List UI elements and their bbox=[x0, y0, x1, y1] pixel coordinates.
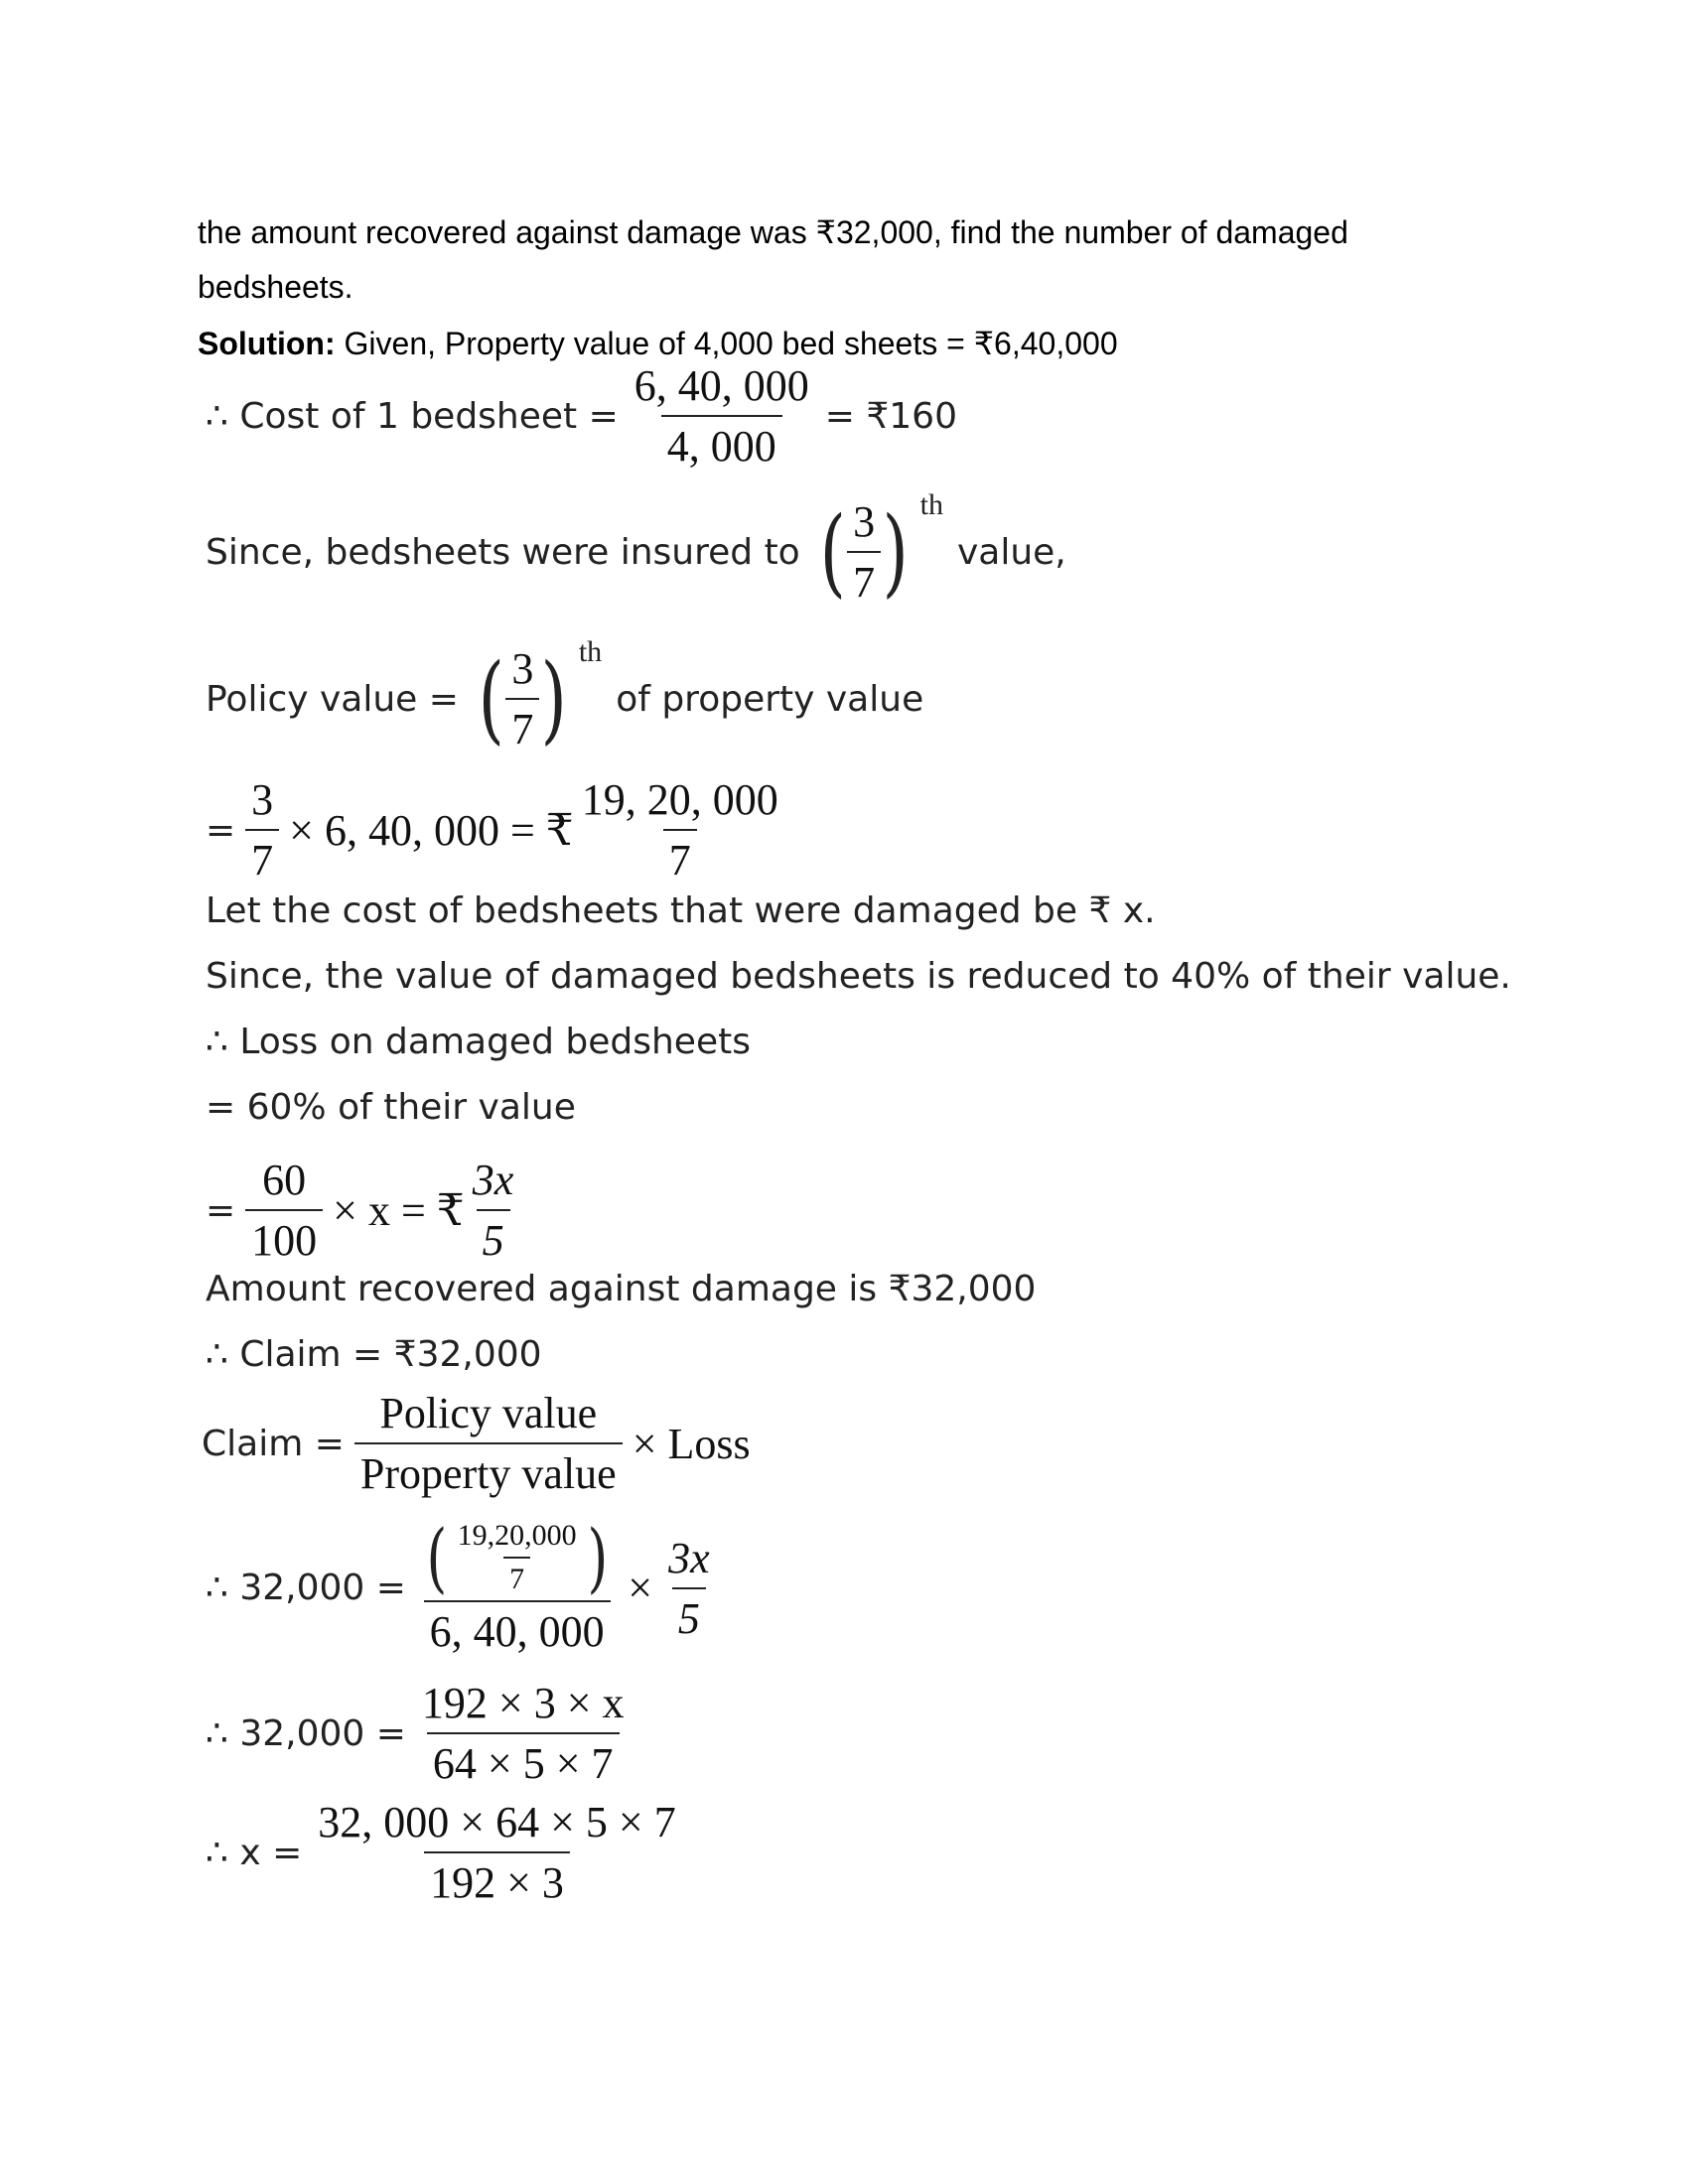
denominator: 5 bbox=[672, 1587, 706, 1644]
policy-lead: Policy value = bbox=[206, 678, 459, 720]
loss-calculation bbox=[206, 1155, 529, 1266]
solution-given: Given, Property value of 4,000 bed sheets = ₹6,40,000 bbox=[335, 326, 1118, 361]
numerator: 3 bbox=[251, 775, 274, 824]
equation-3 bbox=[206, 1797, 692, 1908]
reduced-line: Since, the value of damaged bedsheets is reduced to 40% of their value. bbox=[206, 956, 1511, 997]
denominator: 64 × 5 × 7 bbox=[427, 1732, 620, 1789]
denominator: 192 × 3 bbox=[424, 1851, 570, 1908]
eq1-lead: ∴ 32,000 = bbox=[206, 1568, 406, 1608]
eq3-lead: ∴ x = bbox=[206, 1832, 303, 1873]
numerator: 19, 20, 000 bbox=[581, 775, 778, 824]
equation-2 bbox=[206, 1678, 640, 1789]
eq2-lead: ∴ 32,000 = bbox=[206, 1712, 406, 1754]
policy-fraction bbox=[505, 643, 539, 754]
solution-label: Solution: bbox=[198, 326, 336, 361]
insured-superscript: th bbox=[919, 488, 943, 521]
policy-tail: of property value bbox=[616, 678, 924, 720]
denominator: 7 bbox=[663, 829, 697, 886]
denominator: 100 bbox=[245, 1209, 323, 1266]
claim-equals-line: ∴ Claim = ₹32,000 bbox=[206, 1334, 542, 1375]
loss-calc-fraction-2 bbox=[467, 1155, 520, 1266]
numerator: Policy value bbox=[379, 1389, 598, 1437]
claim-formula-fraction bbox=[354, 1388, 623, 1499]
eq2-fraction bbox=[416, 1678, 631, 1789]
claim-formula bbox=[202, 1388, 751, 1499]
recovered-line: Amount recovered against damage is ₹32,000 bbox=[206, 1269, 1037, 1309]
claim-formula-tail: × Loss bbox=[632, 1419, 751, 1468]
insured-numerator: 3 bbox=[853, 497, 876, 546]
cost-fraction bbox=[629, 360, 815, 472]
eq1-numerator bbox=[416, 1513, 618, 1601]
numerator: 60 bbox=[262, 1156, 307, 1204]
intro-line-2: bedsheets. bbox=[198, 269, 353, 305]
right-paren: ) bbox=[882, 496, 910, 608]
insured-fraction bbox=[847, 496, 881, 608]
cost-result: = ₹160 bbox=[824, 395, 957, 437]
numerator: 192 × 3 × x bbox=[421, 1679, 625, 1727]
insured-denominator: 7 bbox=[847, 551, 881, 608]
loss-line: ∴ Loss on damaged bedsheets bbox=[206, 1022, 751, 1062]
policy-numerator: 3 bbox=[511, 644, 534, 693]
claim-formula-lead: Claim = bbox=[202, 1423, 345, 1464]
policy-denominator: 7 bbox=[505, 698, 539, 754]
cost-lead: ∴ Cost of 1 bedsheet = bbox=[206, 395, 619, 437]
numerator: 32, 000 × 64 × 5 × 7 bbox=[318, 1798, 676, 1846]
policy-calc-fraction-1 bbox=[245, 774, 279, 886]
loss-calc-lead: = bbox=[206, 1189, 236, 1231]
denominator: 5 bbox=[477, 1209, 510, 1266]
insured-tail: value, bbox=[956, 531, 1066, 573]
eq3-fraction bbox=[312, 1797, 681, 1908]
numerator: 3x bbox=[472, 1156, 514, 1204]
insured-line bbox=[206, 488, 1066, 608]
policy-calc-fraction-2 bbox=[576, 774, 784, 886]
equation-1 bbox=[206, 1513, 726, 1657]
policy-calc-lead: = bbox=[206, 809, 236, 851]
cost-denominator: 4, 000 bbox=[661, 415, 782, 472]
insured-lead: Since, bedsheets were insured to bbox=[206, 531, 800, 573]
eq1-fraction bbox=[416, 1513, 618, 1657]
denominator: 7 bbox=[245, 829, 279, 886]
intro-line-1: the amount recovered against damage was ₹32,000, find the number of damaged bbox=[198, 214, 1348, 250]
numerator: 3x bbox=[668, 1533, 710, 1582]
cost-per-bedsheet bbox=[206, 360, 957, 472]
loss-calc-fraction-1 bbox=[245, 1155, 323, 1266]
eq1-times: × bbox=[628, 1564, 653, 1612]
denominator: 7 bbox=[503, 1557, 530, 1596]
loss-calc-middle: × x = ₹ bbox=[333, 1185, 465, 1235]
eq1-denominator: 6, 40, 000 bbox=[424, 1600, 611, 1657]
right-paren: ) bbox=[541, 643, 568, 754]
policy-calc-middle: × 6, 40, 000 = ₹ bbox=[289, 805, 574, 855]
left-paren: ( bbox=[478, 643, 504, 754]
numerator: 19,20,000 bbox=[457, 1519, 577, 1552]
cost-numerator: 6, 40, 000 bbox=[633, 361, 809, 410]
eq1-fraction-2 bbox=[662, 1533, 716, 1644]
policy-line bbox=[206, 635, 924, 754]
right-paren: ) bbox=[587, 1513, 608, 1601]
solution-heading bbox=[198, 325, 1118, 362]
policy-calculation bbox=[206, 774, 794, 886]
loss-percent-line: = 60% of their value bbox=[206, 1087, 576, 1128]
denominator: Property value bbox=[354, 1442, 623, 1499]
eq1-inner-fraction bbox=[452, 1519, 583, 1596]
let-cost-line: Let the cost of bedsheets that were damaged be ₹ x. bbox=[206, 890, 1156, 931]
left-paren: ( bbox=[819, 496, 846, 608]
policy-superscript: th bbox=[578, 635, 603, 668]
left-paren: ( bbox=[426, 1513, 448, 1601]
